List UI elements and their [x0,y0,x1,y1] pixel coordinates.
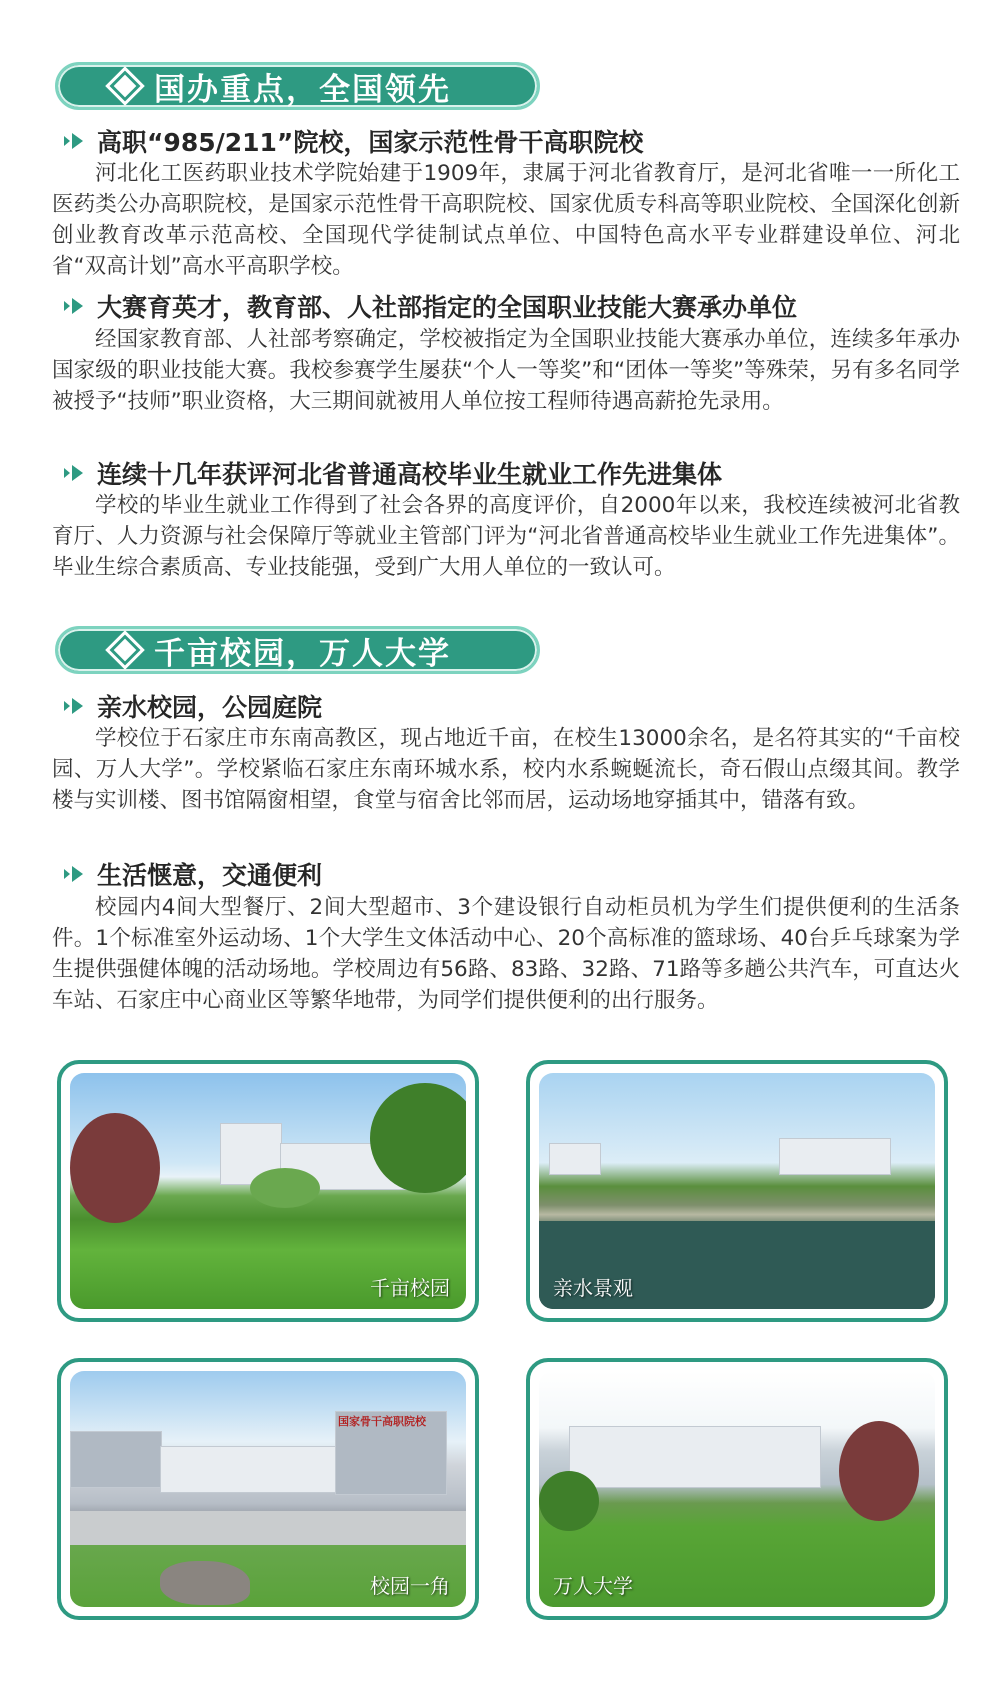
section-title: 国办重点，全国领先 [154,71,451,108]
tree [539,1471,599,1531]
photo-caption: 千亩校园 [370,1276,450,1300]
subheading [72,123,643,159]
photo-card [57,1358,479,1620]
building [70,1431,162,1488]
diamond-icon [109,634,140,665]
building [569,1426,821,1488]
subheading [72,688,322,724]
subheading [72,288,797,324]
double-triangle-icon [72,298,83,314]
subheading [72,455,722,491]
photo-caption: 校园一角 [370,1574,450,1598]
building [779,1138,891,1175]
tree [250,1168,320,1208]
university-photo [539,1371,935,1607]
paragraph: 经国家教育部、人社部考察确定，学校被指定为全国职业技能大赛承办单位，连续多年承办国家级的职业技能大赛。我校参赛学生屡获“个人一等奖”和“团体一等奖”等殊荣，另有多名同学被授予“技师”职业资格，大三期间就被用人单位按工程师待遇高薪抢先录用。 [52,327,960,414]
tree [839,1421,919,1521]
paragraph: 学校的毕业生就业工作得到了社会各界的高度评价，自2000年以来，我校连续被河北省教育厅、人力资源与社会保障厅等就业主管部门评为“河北省普通高校毕业生就业工作先进集体”。毕业生综合素质高、专业技能强，受到广大用人单位的一致认可。 [52,493,960,580]
subheading-text: 连续十几年获评河北省普通高校毕业生就业工作先进集体 [97,460,723,489]
photo-card [526,1060,948,1322]
double-triangle-icon [72,133,83,149]
tree [70,1113,160,1223]
building [549,1143,601,1175]
road [70,1511,466,1545]
building [160,1446,342,1493]
section-title: 千亩校园，万人大学 [154,635,451,672]
subheading-text: 亲水校园，公园庭院 [97,693,323,722]
photo-card [57,1060,479,1322]
paragraph: 学校位于石家庄市东南高教区，现占地近千亩，在校生13000余名，是名符其实的“千亩校园、万人大学”。学校紧临石家庄东南环城水系，校内水系蜿蜒流长，奇石假山点缀其间。教学楼与实训楼、图书馆隔窗相望，食堂与宿舍比邻而居，运动场地穿插其中，错落有致。 [52,726,960,813]
subheading [72,856,322,892]
photo-caption: 亲水景观 [553,1276,633,1300]
section-banner-1 [55,62,540,110]
subheading-text: 生活惬意，交通便利 [97,861,323,890]
photo-caption: 万人大学 [553,1574,633,1598]
double-triangle-icon [72,698,83,714]
subheading-text: 高职“985/211”院校，国家示范性骨干高职院校 [97,128,644,157]
paragraph: 河北化工医药职业技术学院始建于1909年，隶属于河北省教育厅，是河北省唯一一所化工医药类公办高职院校，是国家示范性骨干高职院校、国家优质专科高等职业院校、全国深化创新创业教育改革示范高校、全国现代学徒制试点单位、中国特色高水平专业群建设单位、河北省“双高计划”高水平高职学校。 [52,161,960,279]
double-triangle-icon [72,866,83,882]
waterfront-photo [539,1073,935,1309]
campus-corner-photo [70,1371,466,1607]
building-sign: 国家骨干高职院校 [338,1415,426,1428]
double-triangle-icon [72,465,83,481]
campus-lawn-photo [70,1073,466,1309]
section-banner-2 [55,626,540,674]
rock [160,1561,250,1605]
diamond-icon [109,70,140,101]
photo-card [526,1358,948,1620]
paragraph: 校园内4间大型餐厅、2间大型超市、3个建设银行自动柜员机为学生们提供便利的生活条件。1个标准室外运动场、1个大学生文体活动中心、20个高标准的篮球场、40台乒乓球案为学生提供强健体魄的活动场地。学校周边有56路、83路、32路、71路等多趟公共汽车，可直达火车站、石家庄中心商业区等繁华地带，为同学们提供便利的出行服务。 [52,895,960,1013]
subheading-text: 大赛育英才，教育部、人社部指定的全国职业技能大赛承办单位 [97,293,798,322]
